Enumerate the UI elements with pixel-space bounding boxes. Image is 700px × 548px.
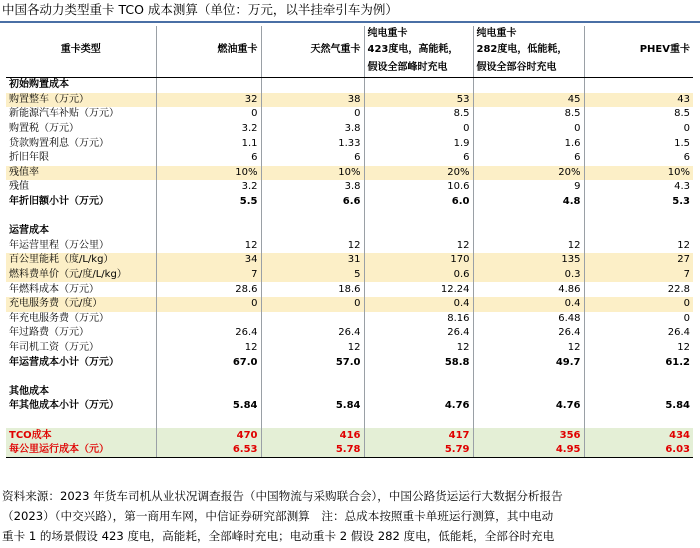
table-row: 年燃料成本（万元） 28.6 18.6 12.24 4.86 22.8 (6, 282, 693, 297)
subtotal-row: 年运营成本小计（万元） 67.0 57.0 58.8 49.7 61.2 (6, 355, 693, 370)
header-fuel: 燃油重卡 (156, 41, 261, 58)
header-ev1-spec: 423度电，高能耗， (364, 41, 473, 58)
page-title: 中国各动力类型重卡 TCO 成本测算（单位：万元，以半挂牵引车为例） (2, 2, 398, 17)
section-operating-cost: 运营成本 (9, 225, 49, 237)
subtotal-row: 年折旧额小计（万元） 5.5 6.6 6.0 4.8 5.3 (6, 195, 693, 210)
source-note-line: 资料来源：2023 年货车司机从业状况调查报告（中国物流与采购联合会），中国公路货运运行大数据分析报告 (2, 489, 563, 503)
table-row: 购置税（万元） 3.2 3.8 0 0 0 (6, 122, 693, 137)
table-row: 残值率 10% 10% 20% 20% 10% (6, 166, 693, 181)
section-other-cost: 其他成本 (9, 385, 49, 397)
table-row: 贷款购置利息（万元） 1.1 1.33 1.9 1.6 1.5 (6, 136, 693, 151)
table-row: 百公里能耗（度/L/kg） 34 31 170 135 27 (6, 253, 693, 268)
header-ev2-spec: 282度电，低能耗， (473, 41, 584, 58)
table-row: 折旧年限 6 6 6 6 6 (6, 151, 693, 166)
table-row: 年过路费（万元） 26.4 26.4 26.4 26.4 26.4 (6, 326, 693, 341)
table-row: 年充电服务费（万元） 8.16 6.48 0 (6, 312, 693, 327)
header-vehicle-type: 重卡类型 (60, 43, 101, 55)
title-rule (0, 21, 700, 23)
header-ev-group-2: 纯电重卡 (473, 26, 584, 41)
section-initial-cost: 初始购置成本 (9, 79, 69, 91)
header-gas: 天然气重卡 (261, 41, 364, 58)
per-km-cost-row: 每公里运行成本（元） 6.53 5.78 5.79 4.95 6.03 (6, 443, 693, 458)
source-note-line: （2023）（中交兴路），第一商用车网，中信证券研究部测算 注：总成本按照重卡单班运行测算，其中电动 (2, 509, 554, 523)
header-ev1-assumption: 假设全部峰时充电 (364, 58, 473, 78)
table-row: 年运营里程（万公里） 12 12 12 12 12 (6, 239, 693, 254)
tco-total-row: TCO成本 470 416 417 356 434 (6, 428, 693, 443)
subtotal-row: 年其他成本小计（万元） 5.84 5.84 4.76 4.76 5.84 (6, 399, 693, 414)
header-ev-group-1: 纯电重卡 (364, 26, 473, 41)
table-row: 年司机工资（万元） 12 12 12 12 12 (6, 341, 693, 356)
source-note-line: 重卡 1 的场景假设 423 度电，高能耗，全部峰时充电；电动重卡 2 假设 282 度电，低能耗，全部谷时充电 (2, 529, 555, 543)
tco-table (6, 26, 693, 458)
table-row: 购置整车（万元） 32 38 53 45 43 (6, 93, 693, 108)
table-row: 燃料费单价（元/度/L/kg） 7 5 0.6 0.3 7 (6, 268, 693, 283)
table-row: 充电服务费（元/度） 0 0 0.4 0.4 0 (6, 297, 693, 312)
header-phev: PHEV重卡 (584, 41, 693, 58)
table-row: 新能源汽车补贴（万元） 0 0 8.5 8.5 8.5 (6, 107, 693, 122)
table-row: 残值 3.2 3.8 10.6 9 4.3 (6, 180, 693, 195)
header-ev2-assumption: 假设全部谷时充电 (473, 58, 584, 78)
source-note (2, 486, 698, 546)
